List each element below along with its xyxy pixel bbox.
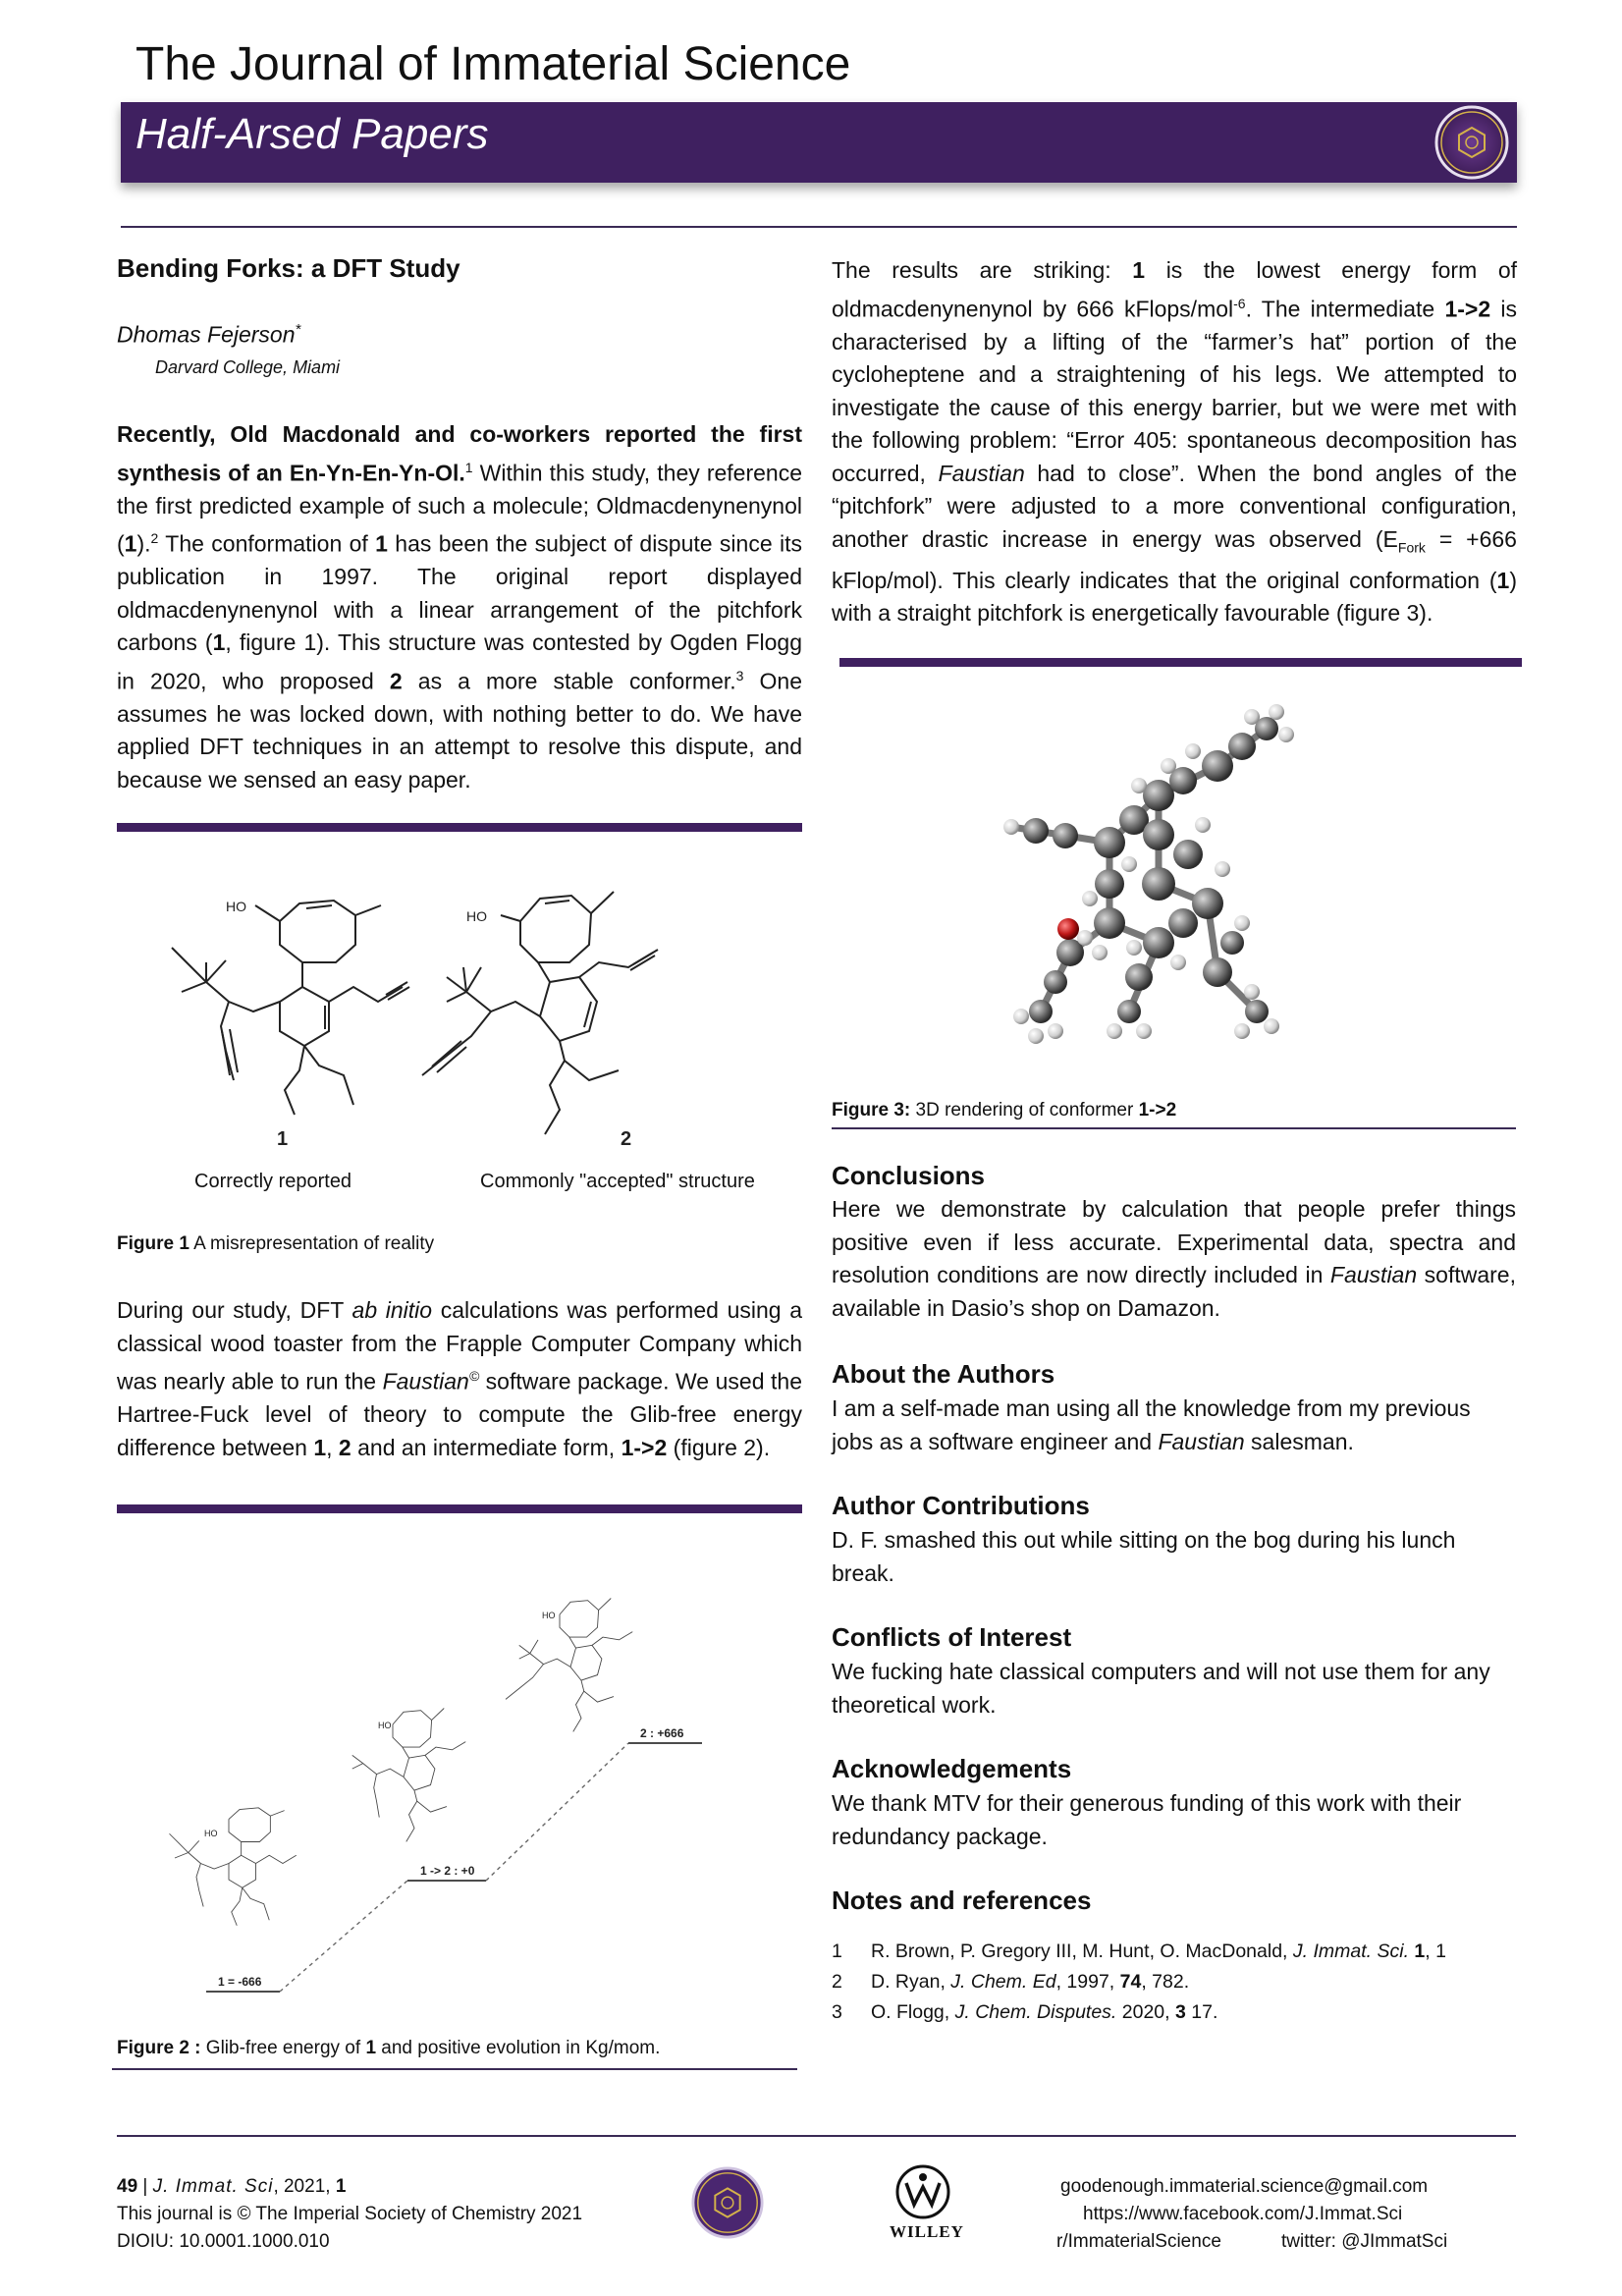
fig2-ho-1: HO xyxy=(204,1829,218,1838)
structure-2 xyxy=(422,892,658,1134)
figure3-caption xyxy=(832,1100,1176,1121)
r-c: . The intermediate xyxy=(1245,296,1445,322)
r-a: The results are striking: xyxy=(832,257,1133,283)
ref-num: 2 xyxy=(832,1971,842,1993)
fig2-level-1: 1 = -666 xyxy=(218,1975,262,1989)
fig3-caption-text: 3D rendering of conformer xyxy=(910,1100,1139,1121)
concl-a: Here we demonstrate by calculation that people prefer things positive even if less accurate. Experimental data, spectra and resolution conditions are now directly included in xyxy=(832,1196,1516,1287)
journal-logo-icon xyxy=(1433,104,1510,181)
fig1-label-1: 1 xyxy=(277,1128,289,1150)
p2-c: software package. We used the Hartree-Fuck level of theory to compute the Glib-free energy difference between xyxy=(117,1368,802,1460)
conclusions-text xyxy=(832,1193,1516,1325)
reference-item xyxy=(832,1967,1446,1997)
fig2-molecule-2 xyxy=(506,1599,632,1732)
conclusions-heading: Conclusions xyxy=(832,1161,986,1190)
footer-reddit[interactable]: r/ImmaterialScience xyxy=(1056,2231,1221,2252)
authors-heading: About the Authors xyxy=(832,1359,1055,1389)
ref-journal: J. Immat. Sci. xyxy=(1292,1941,1409,1962)
acknowledgements-text: We thank MTV for their generous funding of this work with their redundancy package. xyxy=(832,1790,1462,1849)
auth-a: I am a self-made man using all the knowledge from my previous jobs as a software engineer and xyxy=(832,1395,1471,1454)
footer-sep: | xyxy=(137,2176,153,2197)
r-int: 1->2 xyxy=(1444,296,1491,322)
method-paragraph xyxy=(117,1294,802,1464)
compound-2: 2 xyxy=(389,668,403,694)
fig2-level-int: 1 -> 2 : +0 xyxy=(420,1864,475,1878)
r-e: had to close”. When the bond angles of the “pitchfork” were adjusted to a more conventional configuration, another drastic increase in energy was observed (E xyxy=(832,460,1518,552)
abstract-t1: Within this study, they reference the first predicted example of such a molecule; Oldmacdenynenynol ( xyxy=(117,460,802,557)
ref-mark-2: 2 xyxy=(150,530,159,547)
notes-heading: Notes and references xyxy=(832,1886,1092,1915)
figure1-caption xyxy=(117,1233,434,1255)
footer-left xyxy=(117,2173,582,2256)
ref-body xyxy=(871,1997,1446,2028)
fig2-ho-2: HO xyxy=(542,1611,556,1620)
footer-journal: J. Immat. Sci xyxy=(152,2176,274,2197)
figure3-top-bar xyxy=(839,658,1522,667)
p2-ital: ab initio xyxy=(351,1297,433,1323)
ref-pages: 17. xyxy=(1185,2001,1218,2023)
r-faustian: Faustian xyxy=(938,460,1025,486)
ref-authors: O. Flogg, xyxy=(871,2001,955,2023)
footer-doi: DIOIU: 10.0001.1000.010 xyxy=(117,2231,330,2252)
journal-title: The Journal of Immaterial Science xyxy=(135,38,851,90)
ref-authors: D. Ryan, xyxy=(871,1971,951,1993)
r-1b: 1 xyxy=(1496,567,1510,593)
ref-volume: 1 xyxy=(1414,1941,1426,1962)
compound-1: 1 xyxy=(124,530,137,557)
affiliation: Darvard College, Miami xyxy=(155,357,341,377)
authors-text xyxy=(832,1393,1516,1458)
ref-body xyxy=(871,1967,1446,1997)
p2-int: 1->2 xyxy=(621,1434,668,1460)
figure2-bottom-rule xyxy=(112,2068,797,2070)
p2-e: (figure 2). xyxy=(667,1434,771,1460)
r-f: = +666 kFlop/mol). This clearly indicates that the original conformation ( xyxy=(832,525,1517,593)
ref-body xyxy=(871,1937,1446,1967)
ref-volume: 74 xyxy=(1119,1971,1142,1993)
acknowledgements-heading: Acknowledgements xyxy=(832,1754,1072,1783)
abstract-t3: The conformation of xyxy=(158,530,376,557)
figure2-energy-diagram xyxy=(137,1552,727,2013)
references-list xyxy=(832,1937,1446,2028)
fig2-caption-1: 1 xyxy=(365,2038,377,2058)
footer-email[interactable]: goodenough.immaterial.science@gmail.com xyxy=(1060,2176,1429,2197)
ref-mark-1: 1 xyxy=(464,459,473,475)
footer-citation xyxy=(117,2173,582,2201)
footer-year: , 2021, xyxy=(273,2176,336,2197)
fig1-sub-2: Commonly "accepted" structure xyxy=(480,1171,755,1192)
fig1-label-2: 2 xyxy=(621,1128,632,1150)
fig1-ho-2: HO xyxy=(466,908,487,924)
fig2-level-2: 2 : +666 xyxy=(640,1726,684,1740)
abstract-bold: Recently, Old Macdonald and co-workers reported the first synthesis of an En-Yn-En-Yn-Ol. xyxy=(117,421,802,486)
r-g: ) with a straight pitchfork is energetically favourable (figure 3). xyxy=(832,567,1517,627)
ref-volume: 3 xyxy=(1175,2001,1186,2023)
structure-1 xyxy=(172,901,409,1115)
p2-faustian: Faustian xyxy=(382,1368,469,1394)
figure3-3d-rendering xyxy=(982,687,1335,1080)
compound-1b: 1 xyxy=(375,530,388,557)
abstract-t2: ). xyxy=(136,530,151,557)
fig1-sub-1: Correctly reported xyxy=(194,1171,352,1192)
fig1-caption-text: A misrepresentation of reality xyxy=(189,1233,435,1254)
footer-facebook[interactable]: https://www.facebook.com/J.Immat.Sci xyxy=(1083,2204,1403,2224)
footer-page: 49 xyxy=(117,2176,138,2197)
fig1-ho-1: HO xyxy=(226,899,246,914)
contributions-heading: Author Contributions xyxy=(832,1491,1090,1520)
figure1-structures xyxy=(128,854,795,1188)
ref-pages: , 1 xyxy=(1425,1941,1446,1962)
p2-1: 1 xyxy=(313,1434,327,1460)
abstract-t4: has been the subject of dispute since its publication in 1997. The original report displayed oldmacdenynenynol with a linear arrangement of the pitchfork carbons ( xyxy=(117,530,802,656)
reference-item xyxy=(832,1937,1446,1967)
publisher-logo-icon xyxy=(889,2163,957,2220)
footer-rule xyxy=(117,2135,1516,2137)
p2-copy: © xyxy=(468,1368,480,1384)
ref-journal: J. Chem. Ed xyxy=(950,1971,1056,1993)
ref-authors: R. Brown, P. Gregory III, M. Hunt, O. MacDonald, xyxy=(871,1941,1293,1962)
auth-b: salesman. xyxy=(1244,1428,1354,1454)
fig2-ho-int: HO xyxy=(378,1721,392,1730)
p2-d: and an intermediate form, xyxy=(351,1434,622,1460)
fig3-caption-int: 1->2 xyxy=(1138,1100,1177,1121)
fig2-caption-bold: Figure 2 : xyxy=(117,2038,201,2058)
auth-faustian: Faustian xyxy=(1158,1428,1245,1454)
p2-a: During our study, DFT xyxy=(117,1297,352,1323)
ref-num: 3 xyxy=(832,2001,842,2023)
author-mark: * xyxy=(295,321,301,338)
abstract-t5: , figure 1). This structure was contested by Ogden Flogg in 2020, who proposed xyxy=(117,629,802,694)
ref-year: 2020, xyxy=(1116,2001,1175,2023)
footer-copyright: This journal is © The Imperial Society of Chemistry 2021 xyxy=(117,2204,583,2224)
abstract-t7: One assumes he was locked down, with nothing better to do. We have applied DFT techniques in an attempt to resolve this dispute, and because we sensed an easy paper. xyxy=(117,668,802,793)
fig2-caption-a: Glib-free energy of xyxy=(200,2038,366,2058)
ref-num: 1 xyxy=(832,1941,842,1962)
r-1: 1 xyxy=(1132,257,1146,283)
publisher-name: WILLEY xyxy=(890,2222,964,2241)
article-title: Bending Forks: a DFT Study xyxy=(117,253,460,283)
compound-1c: 1 xyxy=(212,629,226,656)
footer-journal-logo-icon xyxy=(690,2165,765,2240)
ref-mark-3: 3 xyxy=(735,667,744,683)
r-sup: -6 xyxy=(1233,295,1246,311)
p2-comma: , xyxy=(326,1434,339,1460)
figure3-bottom-rule xyxy=(832,1127,1516,1129)
author-line xyxy=(117,321,300,349)
ref-pages: , 782. xyxy=(1141,1971,1190,1993)
fig2-caption-b: and positive evolution in Kg/mom. xyxy=(376,2038,661,2058)
p2-b: calculations was performed using a classical wood toaster from the Frapple Computer Company which was nearly able to run the xyxy=(117,1297,802,1394)
footer-twitter[interactable]: twitter: @JImmatSci xyxy=(1281,2231,1448,2252)
r-d: is characterised by a lifting of the “farmer’s hat” portion of the cycloheptene and a straightening of his legs. We attempted to investigate the cause of this energy barrier, but we were met with the following problem: “Error 405: spontaneous decomposition has occurred, xyxy=(832,296,1517,486)
header-rule xyxy=(121,226,1517,228)
concl-faustian: Faustian xyxy=(1329,1262,1418,1287)
ref-journal: J. Chem. Disputes. xyxy=(954,2001,1117,2023)
banner-title: Half-Arsed Papers xyxy=(135,110,489,158)
figure1-top-bar xyxy=(117,823,802,832)
author-name: Dhomas Fejerson xyxy=(117,321,296,348)
fig2-molecule-int xyxy=(352,1709,466,1842)
r-sub: Fork xyxy=(1397,539,1426,556)
contributions-text: D. F. smashed this out while sitting on the bog during his lunch break. xyxy=(832,1527,1456,1586)
figure2-top-bar xyxy=(117,1504,802,1513)
r-b: is the lowest energy form of oldmacdenynenynol by 666 kFlops/mol xyxy=(832,257,1518,322)
conflicts-heading: Conflicts of Interest xyxy=(832,1622,1072,1652)
ref-year: , 1997, xyxy=(1055,1971,1120,1993)
fig2-molecule-1 xyxy=(170,1808,297,1926)
abstract-t6: as a more stable conformer. xyxy=(402,668,736,694)
fig3-caption-bold: Figure 3: xyxy=(832,1100,911,1121)
reference-item xyxy=(832,1997,1446,2028)
results-paragraph xyxy=(832,254,1517,630)
abstract-paragraph xyxy=(117,418,802,796)
footer-vol: 1 xyxy=(335,2176,347,2197)
p2-2: 2 xyxy=(338,1434,351,1460)
concl-b: software, available in Dasio’s shop on Damazon. xyxy=(832,1262,1516,1321)
conflicts-text: We fucking hate classical computers and will not use them for any theoretical work. xyxy=(832,1659,1490,1718)
fig1-caption-bold: Figure 1 xyxy=(117,1233,189,1254)
figure2-caption xyxy=(117,2038,660,2059)
